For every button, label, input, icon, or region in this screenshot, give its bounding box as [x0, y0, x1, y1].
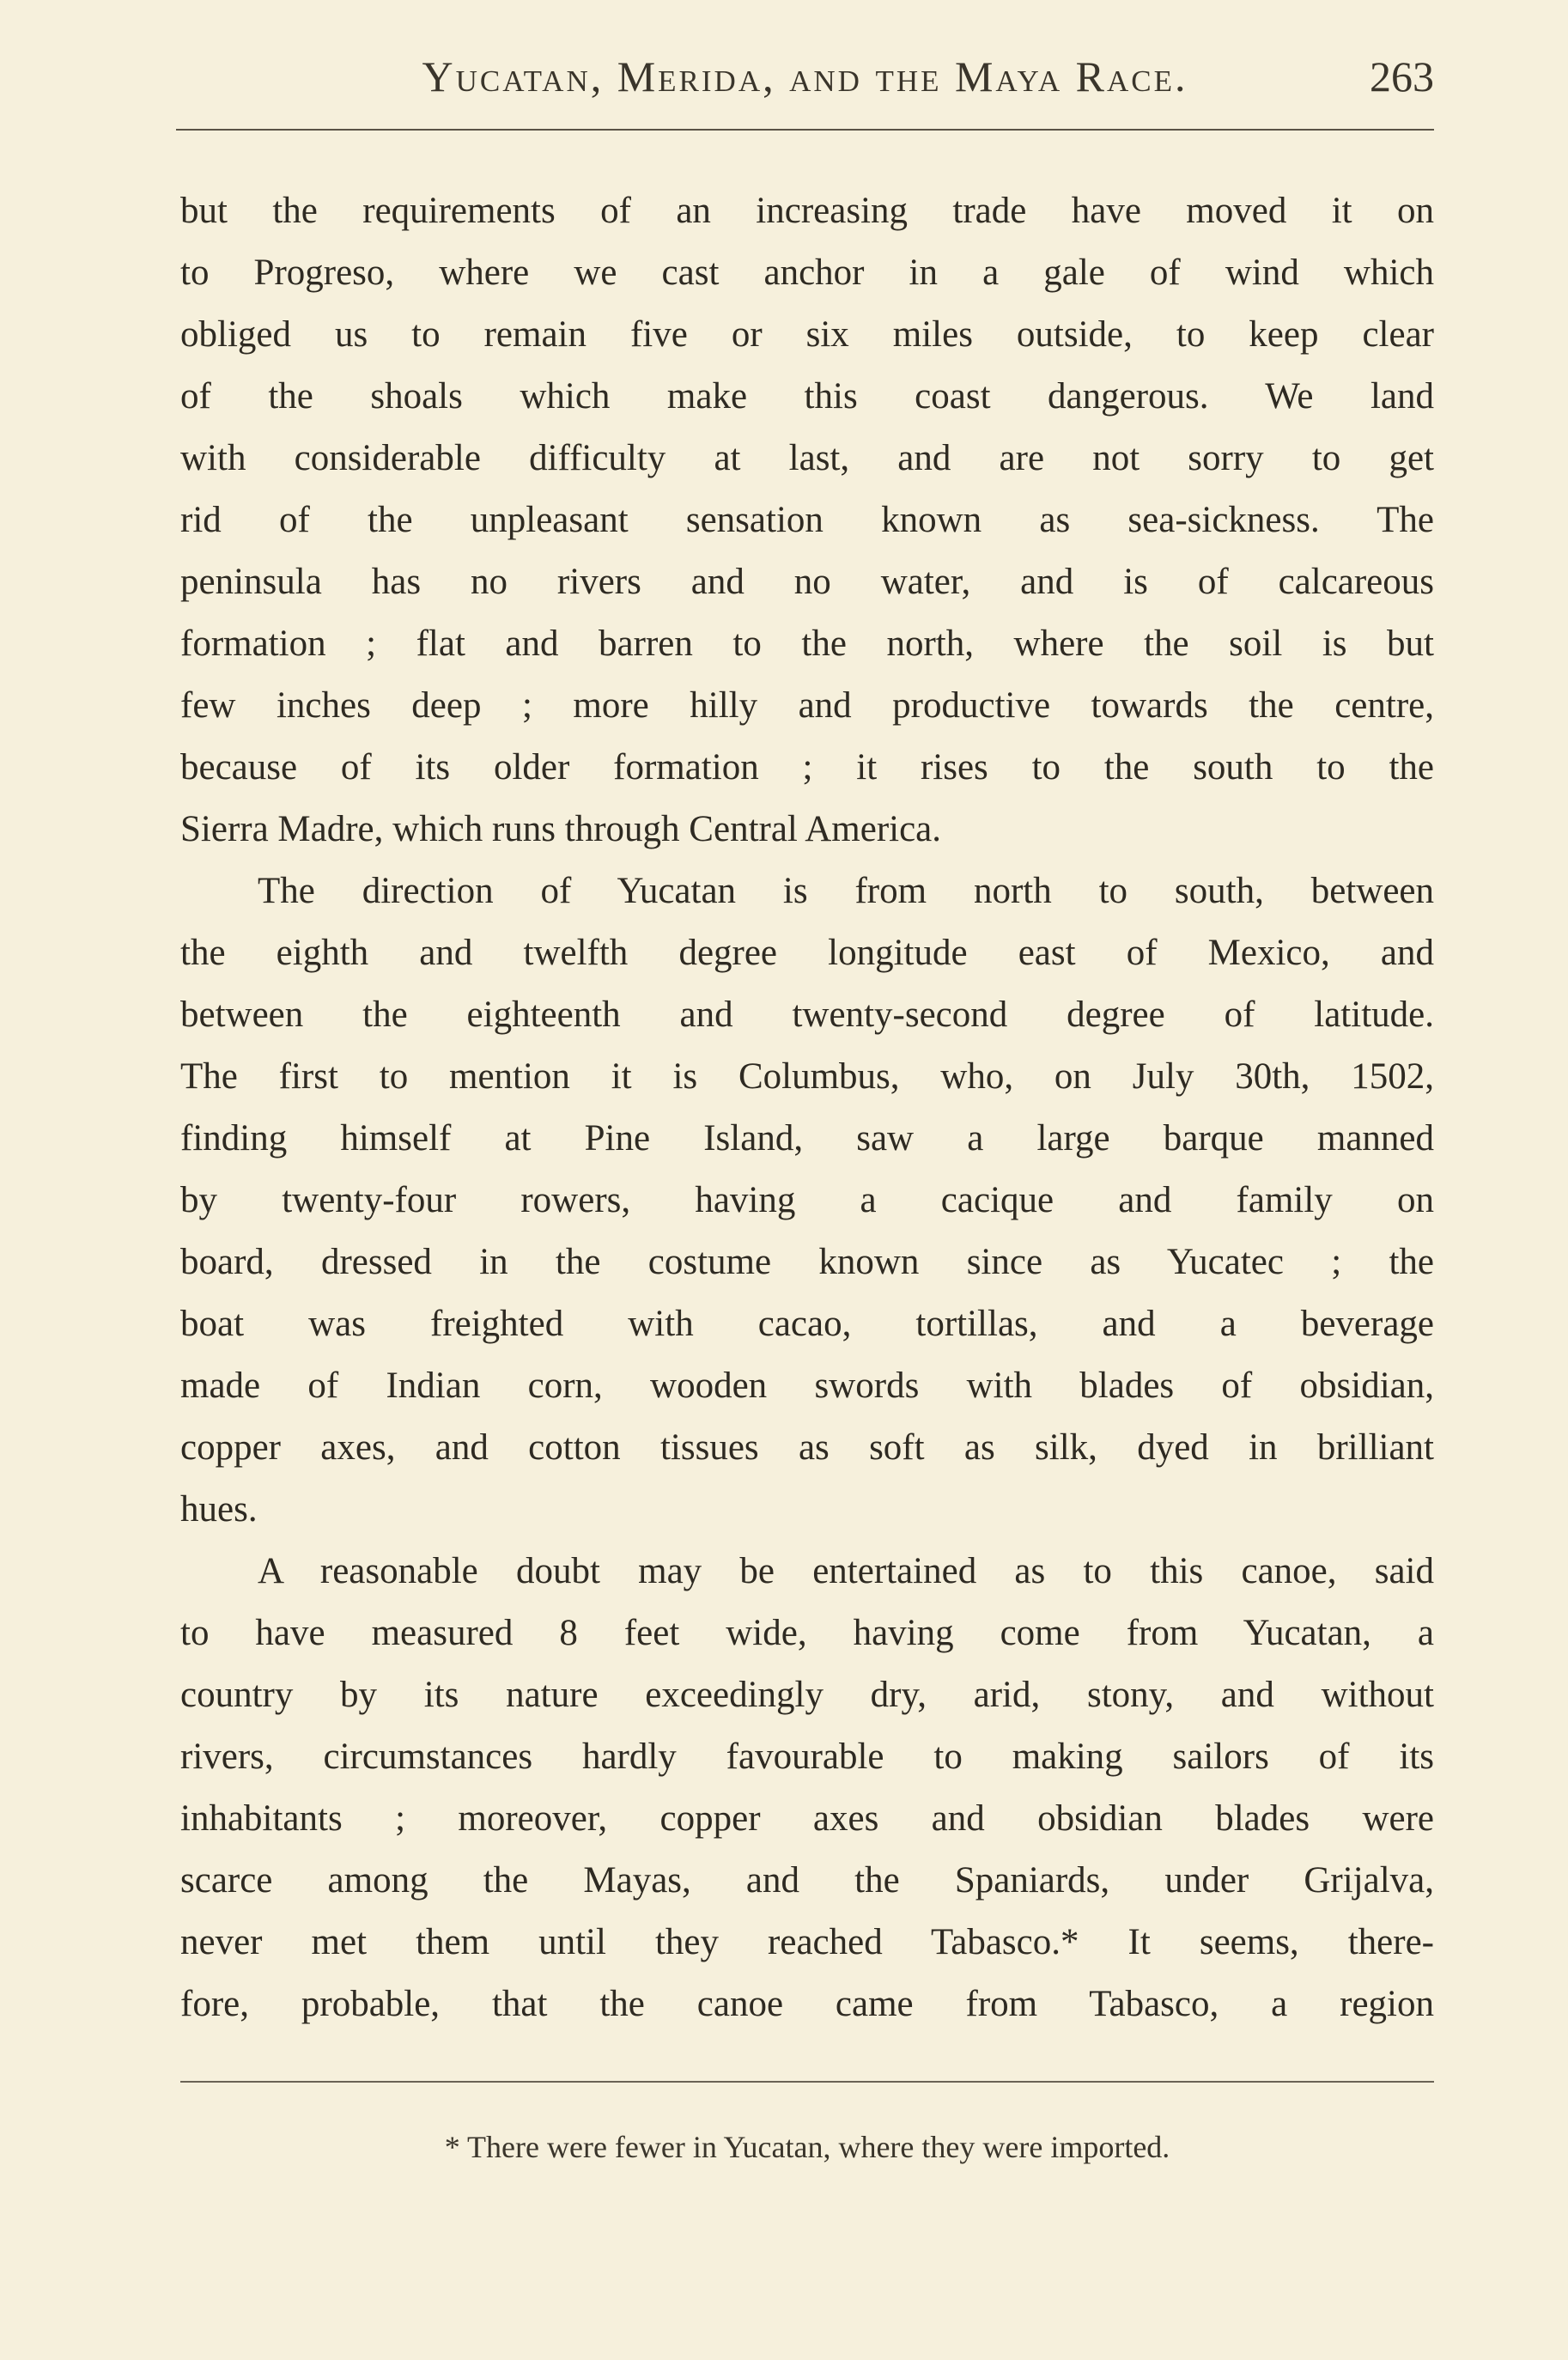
text-line: rid of the unpleasant sensation known as sea-sickness. The: [180, 500, 1434, 540]
text-line: inhabitants ; moreover, copper axes and obsidian blades were: [180, 1798, 1434, 1839]
text-line: scarce among the Mayas, and the Spaniards, under Grijalva,: [180, 1860, 1434, 1901]
text-line: Sierra Madre, which runs through Central America.: [180, 809, 942, 849]
text-line: to have measured 8 feet wide, having come from Yucatan, a: [180, 1613, 1434, 1653]
body-text: [180, 180, 1434, 2035]
text-line: A reasonable doubt may be entertained as to this canoe, said: [258, 1551, 1434, 1591]
text-line: few inches deep ; more hilly and productive towards the centre,: [180, 685, 1434, 726]
text-line: with considerable difficulty at last, and are not sorry to get: [180, 438, 1434, 478]
running-head: [176, 52, 1434, 113]
text-line: obliged us to remain five or six miles outside, to keep clear: [180, 314, 1434, 355]
text-line: copper axes, and cotton tissues as soft as silk, dyed in brilliant: [180, 1427, 1434, 1468]
footnote: * There were fewer in Yucatan, where they were imported.: [444, 2130, 1170, 2164]
text-line: never met them until they reached Tabasco.* It seems, there-: [180, 1922, 1434, 1962]
text-line: because of its older formation ; it rises to the south to the: [180, 747, 1434, 788]
text-line: rivers, circumstances hardly favourable to making sailors of its: [180, 1737, 1434, 1777]
text-line: boat was freighted with cacao, tortillas, and a beverage: [180, 1304, 1434, 1344]
text-line: to Progreso, where we cast anchor in a gale of wind which: [180, 252, 1434, 293]
text-line: board, dressed in the costume known since as Yucatec ; the: [180, 1242, 1434, 1282]
paragraph-3: [180, 1541, 1434, 2035]
text-line: by twenty-four rowers, having a cacique and family on: [180, 1180, 1434, 1220]
text-line: finding himself at Pine Island, saw a large barque manned: [180, 1118, 1434, 1159]
header-rule: [176, 129, 1434, 131]
text-line: peninsula has no rivers and no water, and is of calcareous: [180, 562, 1434, 602]
page-number: 263: [1370, 52, 1434, 100]
paragraph-2: [180, 861, 1434, 1541]
footnote-rule: [180, 2081, 1434, 2083]
text-line: but the requirements of an increasing trade have moved it on: [180, 191, 1434, 231]
text-line: made of Indian corn, wooden swords with blades of obsidian,: [180, 1366, 1434, 1406]
text-line: country by its nature exceedingly dry, arid, stony, and without: [180, 1675, 1434, 1715]
text-line: fore, probable, that the canoe came from Tabasco, a region: [180, 1984, 1434, 2024]
text-line: between the eighteenth and twenty-second degree of latitude.: [180, 994, 1434, 1035]
text-line: of the shoals which make this coast dangerous. We land: [180, 376, 1434, 417]
text-line: the eighth and twelfth degree longitude east of Mexico, and: [180, 933, 1434, 973]
text-line: The first to mention it is Columbus, who, on July 30th, 1502,: [180, 1056, 1434, 1097]
running-title: Yucatan, Merida, and the Maya Race.: [422, 52, 1188, 100]
text-line: formation ; flat and barren to the north, where the soil is but: [180, 623, 1434, 664]
paragraph-1: [180, 180, 1434, 861]
text-line: The direction of Yucatan is from north to south, between: [258, 871, 1434, 911]
text-line: hues.: [180, 1489, 258, 1530]
